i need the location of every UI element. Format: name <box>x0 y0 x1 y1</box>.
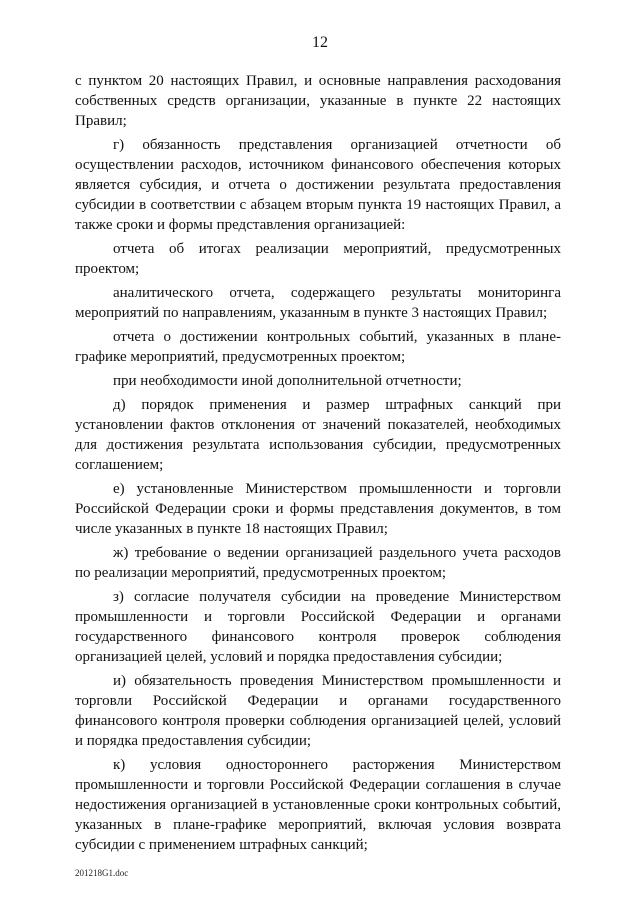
paragraph-item-zh: ж) требование о ведении организацией раздельного учета расходов по реализации мероприятий, предусмотренных проектом; <box>75 545 561 581</box>
paragraph-item-z: з) согласие получателя субсидии на проведение Министерством промышленности и торговли Российской Федерации и органами государственного финансового контроля проверок соблюдения организацией целей, условий и порядка предоставления субсидии; <box>75 589 561 665</box>
paragraph-subitem-additional-reporting: при необходимости иной дополнительной отчетности; <box>113 373 462 389</box>
paragraph-item-e: е) установленные Министерством промышленности и торговли Российской Федерации сроки и формы представления документов, в том числе указанных в пункте 18 настоящих Правил; <box>75 481 561 537</box>
paragraph-subitem-control-events-report: отчета о достижении контрольных событий, указанных в плане-графике мероприятий, предусмотренных проектом; <box>75 329 561 365</box>
paragraph-item-i: и) обязательность проведения Министерством промышленности и торговли Российской Федерации и органами государственного финансового контроля проверки соблюдения организацией целей, условий и порядка предоставления субсидии; <box>75 673 561 749</box>
paragraph-subitem-analytical-report: аналитического отчета, содержащего результаты мониторинга мероприятий по направлениям, указанным в пункте 3 настоящих Правил; <box>75 285 561 321</box>
document-file-reference: 201218G1.doc <box>75 868 129 878</box>
paragraph-subitem-report-results: отчета об итогах реализации мероприятий, предусмотренных проектом; <box>75 241 561 277</box>
page-number: 12 <box>312 34 328 51</box>
paragraph-item-k: к) условия одностороннего расторжения Министерством промышленности и торговли Российской Федерации соглашения в случае недостижения организацией в установленные сроки контрольных событий, указанных в плане-графике мероприятий, включая условия возврата субсидии с применением штрафных санкций; <box>75 757 561 853</box>
document-body <box>75 71 561 859</box>
paragraph-item-g: г) обязанность представления организацией отчетности об осуществлении расходов, источником финансового обеспечения которых является субсидия, и отчета о достижении результата предоставления субсидии в соответствии с абзацем вторым пункта 19 настоящих Правил, а также сроки и формы представления организацией: <box>75 137 561 233</box>
paragraph-item-d: д) порядок применения и размер штрафных санкций при установлении фактов отклонения от значений показателей, необходимых для достижения результата использования субсидии, предусмотренных соглашением; <box>75 397 561 473</box>
paragraph-continuation: с пунктом 20 настоящих Правил, и основные направления расходования собственных средств организации, указанные в пункте 22 настоящих Правил; <box>75 73 561 129</box>
